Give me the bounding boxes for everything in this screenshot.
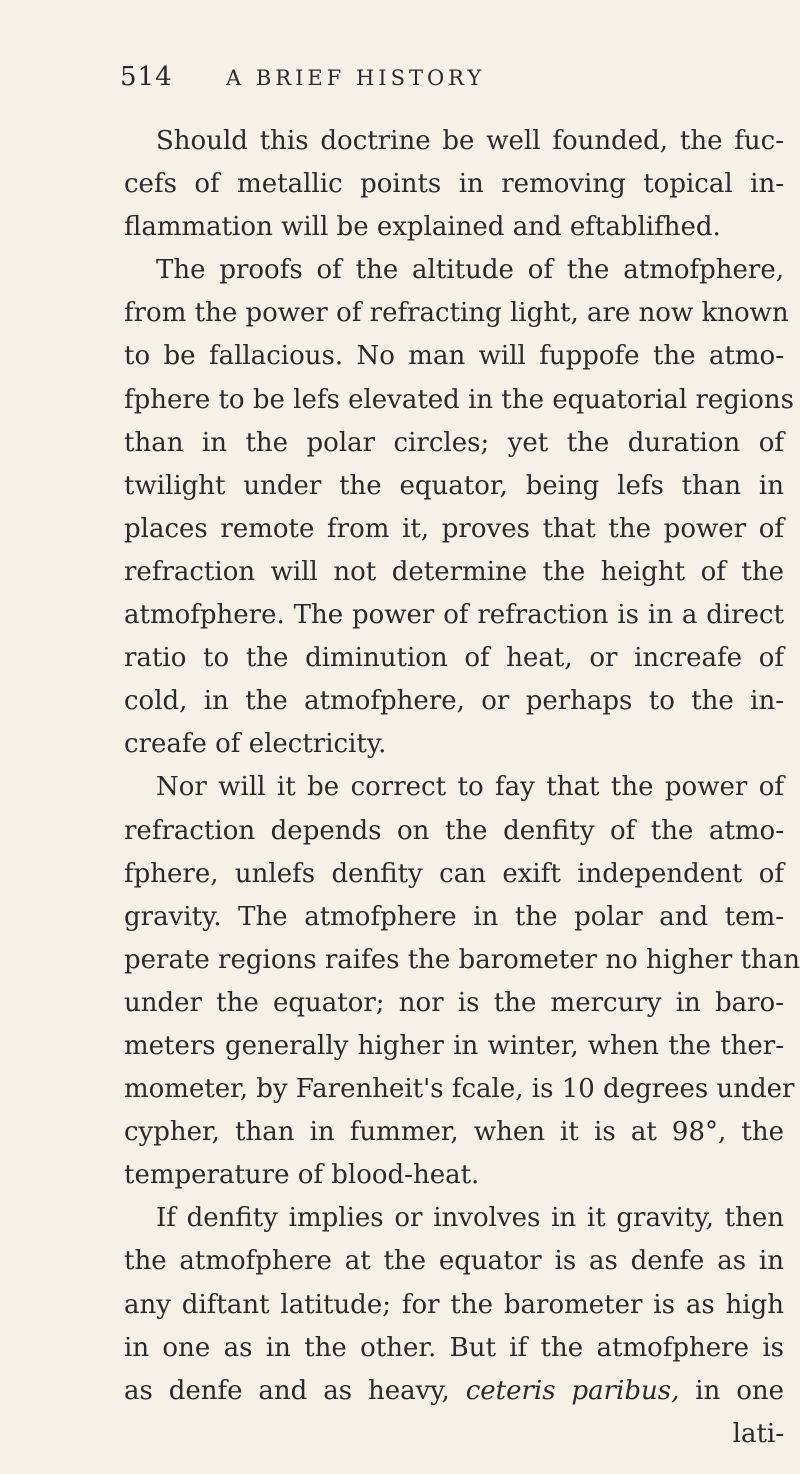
catchword: lati- xyxy=(732,1418,784,1449)
page-header xyxy=(120,62,780,102)
text-line: temperature of blood-heat. xyxy=(124,1160,480,1191)
text-line: the atmofphere at the equator is as denfe as in xyxy=(124,1246,784,1277)
text-line: flammation will be explained and eftablifhed. xyxy=(124,212,721,243)
text-line: gravity. The atmofphere in the polar and tem- xyxy=(124,901,784,932)
text-line: ratio to the diminution of heat, or increafe of xyxy=(124,643,784,674)
running-head: A BRIEF HISTORY xyxy=(226,66,486,90)
text-line-final xyxy=(124,1370,784,1413)
text-line: cold, in the atmofphere, or perhaps to the in- xyxy=(124,686,784,717)
text-lines xyxy=(124,120,800,1370)
text-line: than in the polar circles; yet the duration of xyxy=(124,427,784,458)
text-line: under the equator; nor is the mercury in baro- xyxy=(124,987,784,1018)
text-line: cefs of metallic points in removing topical in- xyxy=(124,169,784,200)
italic-phrase: ceteris paribus, xyxy=(465,1375,680,1406)
text-line: Nor will it be correct to fay that the power of xyxy=(156,772,784,803)
final-line-start: as denfe and as heavy, xyxy=(124,1375,466,1406)
final-line-end: in one xyxy=(679,1375,784,1406)
text-line: places remote from it, proves that the power of xyxy=(124,513,784,544)
text-line: meters generally higher in winter, when the ther- xyxy=(124,1030,784,1061)
text-line: cypher, than in fummer, when it is at 98°, the xyxy=(124,1117,784,1148)
text-line: any diftant latitude; for the barometer is as high xyxy=(124,1289,784,1320)
text-line: If denfity implies or involves in it gravity, then xyxy=(156,1203,784,1234)
text-line: perate regions raifes the barometer no higher than xyxy=(124,944,800,975)
text-line: mometer, by Farenheit's fcale, is 10 degrees under xyxy=(124,1074,795,1105)
page-number: 514 xyxy=(120,62,173,92)
text-line: in one as in the other. But if the atmofphere is xyxy=(124,1332,784,1363)
text-line: Should this doctrine be well founded, the fuc- xyxy=(156,126,784,156)
text-line: to be fallacious. No man will fuppofe the atmo- xyxy=(124,341,784,372)
body-text xyxy=(124,120,800,1456)
text-line: from the power of refracting light, are now known xyxy=(124,298,789,329)
text-line: refraction depends on the denfity of the atmo- xyxy=(124,815,784,846)
text-line: atmofphere. The power of refraction is in a direct xyxy=(124,600,784,631)
text-line: fphere, unlefs denfity can exift independent of xyxy=(124,858,784,889)
text-line: creafe of electricity. xyxy=(124,729,387,760)
text-line: The proofs of the altitude of the atmofphere, xyxy=(156,255,784,286)
text-line: fphere to be lefs elevated in the equatorial regions xyxy=(124,384,794,415)
text-line: twilight under the equator, being lefs than in xyxy=(124,470,784,501)
text-line: refraction will not determine the height of the xyxy=(124,556,784,587)
